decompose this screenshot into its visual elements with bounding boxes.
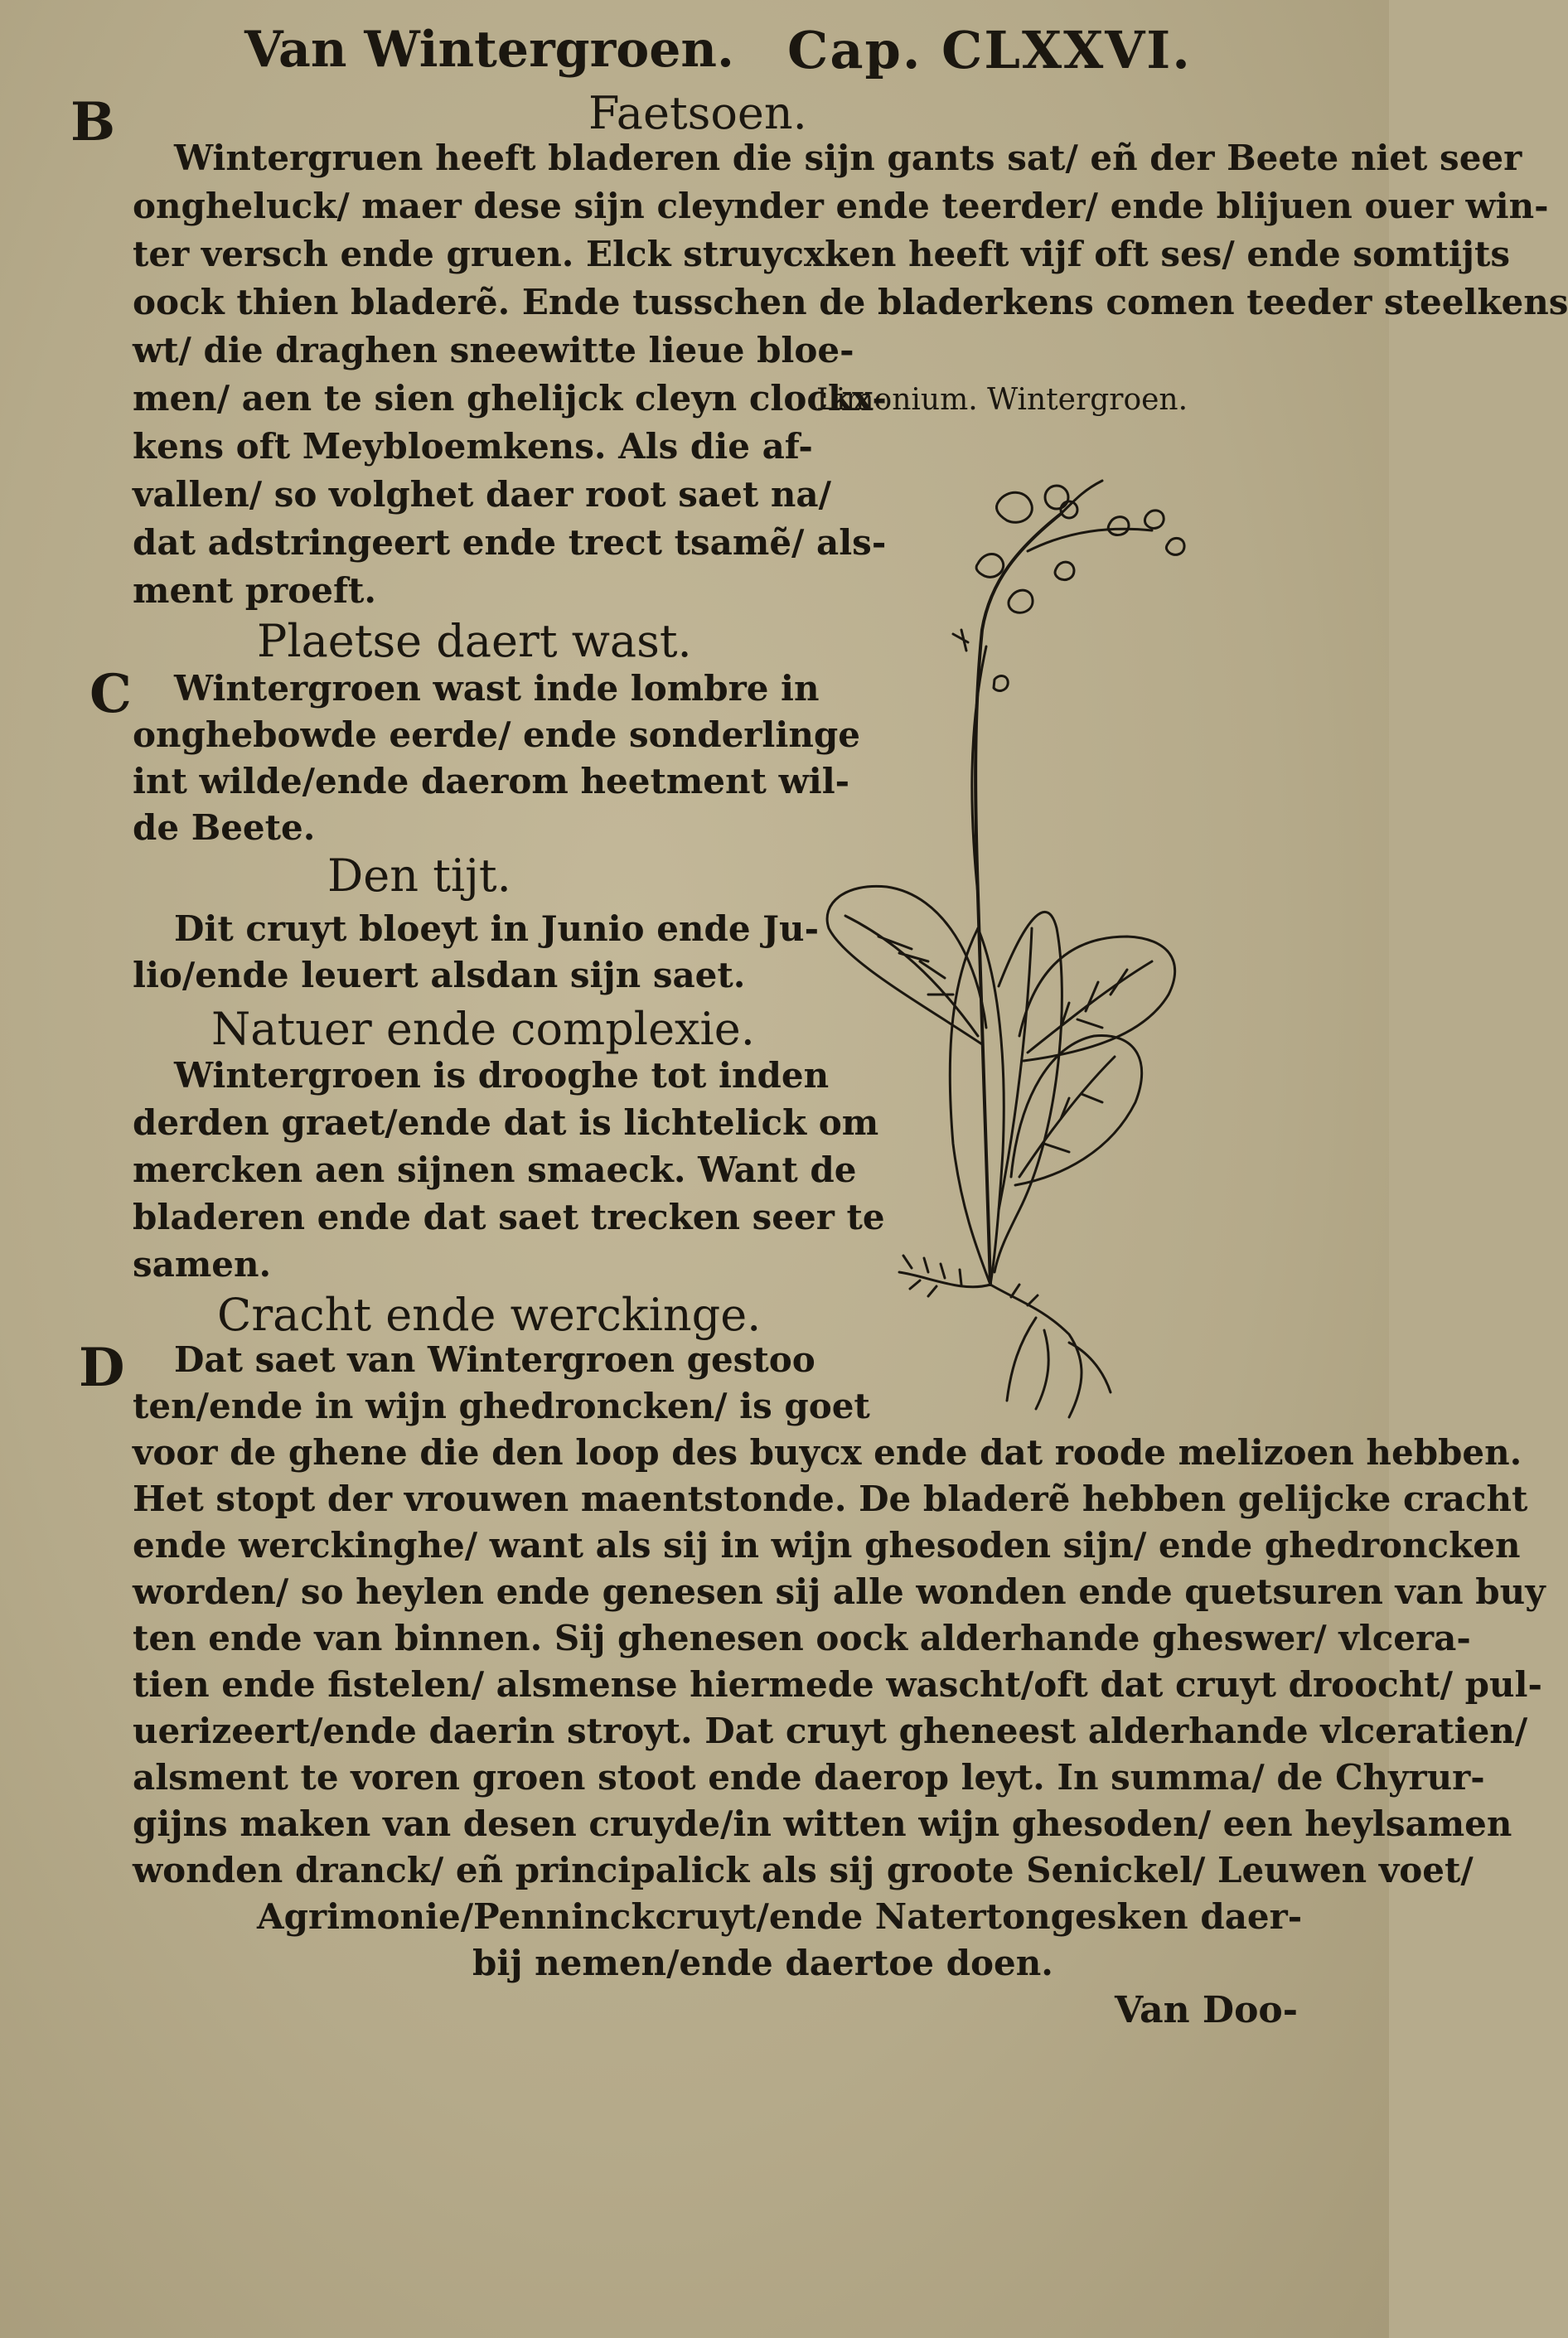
text-line: kens oft Meybloemkens. Als die af- bbox=[133, 426, 813, 467]
text-line: lio/ende leuert alsdan sijn saet. bbox=[133, 955, 746, 995]
section-heading-natuer: Natuer ende complexie. bbox=[211, 1003, 755, 1055]
text-line: ment proeft. bbox=[133, 570, 377, 611]
catchword: Van Doo- bbox=[1115, 1989, 1299, 2031]
text-line: samen. bbox=[133, 1244, 272, 1285]
text-line: ende werckinghe/ want als sij in wijn ghesoden sijn/ ende ghedroncken bbox=[133, 1525, 1521, 1566]
text-line: men/ aen te sien ghelijck cleyn clockx- bbox=[133, 378, 887, 419]
text-line: int wilde/ende daerom heetment wil- bbox=[133, 761, 850, 801]
text-line: mercken aen sijnen smaeck. Want de bbox=[133, 1150, 857, 1190]
text-line: ten ende van binnen. Sij ghenesen oock alderhande gheswer/ vlcera- bbox=[133, 1618, 1471, 1658]
section-heading-cracht: Cracht ende werckinge. bbox=[217, 1289, 762, 1341]
text-line: de Beete. bbox=[133, 807, 316, 848]
text-line: alsment te voren groen stoot ende daerop leyt. In summa/ de Chyrur- bbox=[133, 1757, 1485, 1798]
text-line: tien ende fistelen/ alsmense hiermede wascht/oft dat cruyt droocht/ pul- bbox=[133, 1664, 1542, 1705]
section-heading-plaetse: Plaetse daert wast. bbox=[257, 615, 692, 667]
text-line: dat adstringeert ende trect tsamẽ/ als- bbox=[133, 522, 887, 563]
text-line: ongheluck/ maer dese sijn cleynder ende teerder/ ende blijuen ouer win- bbox=[133, 186, 1549, 226]
text-line: wonden dranck/ eñ principalick als sij groote Senickel/ Leuwen voet/ bbox=[133, 1850, 1474, 1890]
text-line: Dit cruyt bloeyt in Junio ende Ju- bbox=[174, 908, 820, 949]
section-heading-den-tijt: Den tijt. bbox=[327, 850, 511, 902]
text-line: gijns maken van desen cruyde/in witten wijn ghesoden/ een heylsamen bbox=[133, 1803, 1512, 1844]
text-line: uerizeert/ende daerin stroyt. Dat cruyt gheneest alderhande vlceratien/ bbox=[133, 1711, 1528, 1751]
running-title: Van Wintergroen. bbox=[244, 21, 734, 79]
figure-caption: Limonium. Wintergroen. bbox=[816, 383, 1188, 417]
margin-letter-b: B bbox=[70, 91, 116, 153]
text-line: wt/ die draghen sneewitte lieue bloe- bbox=[133, 330, 854, 370]
text-line: ter versch ende gruen. Elck struycxken heeft vijf oft ses/ ende somtijts bbox=[133, 234, 1511, 274]
text-line: bij nemen/ende daertoe doen. bbox=[472, 1943, 1053, 1983]
text-line: Agrimonie/Penninckcruyt/ende Natertongesken daer- bbox=[257, 1896, 1303, 1937]
text-line: onghebowde eerde/ ende sonderlinge bbox=[133, 714, 860, 755]
text-line: Dat saet van Wintergroen gestoo bbox=[174, 1339, 815, 1380]
text-line: worden/ so heylen ende genesen sij alle wonden ende quetsuren van buy bbox=[133, 1571, 1546, 1612]
text-line: voor de ghene die den loop des buycx ende dat roode melizoen hebben. bbox=[133, 1432, 1522, 1473]
margin-letter-c: C bbox=[90, 663, 132, 725]
text-line: ten/ende in wijn ghedroncken/ is goet bbox=[133, 1386, 870, 1426]
text-line: bladeren ende dat saet trecken seer te bbox=[133, 1197, 885, 1237]
text-line: Het stopt der vrouwen maentstonde. De bladerẽ hebben gelijcke cracht bbox=[133, 1479, 1528, 1519]
section-heading-faetsoen: Faetsoen. bbox=[588, 87, 807, 139]
text-line: Wintergruen heeft bladeren die sijn gants sat/ eñ der Beete niet seer bbox=[174, 138, 1522, 178]
text-line: oock thien bladerẽ. Ende tusschen de bladerkens comen teeder steelkens bbox=[133, 282, 1568, 322]
text-line: derden graet/ende dat is lichtelick om bbox=[133, 1102, 879, 1143]
text-line: Wintergroen wast inde lombre in bbox=[174, 668, 820, 709]
margin-letter-d: D bbox=[79, 1337, 125, 1399]
chapter-number: Cap. CLXXVI. bbox=[787, 20, 1192, 80]
text-line: vallen/ so volghet daer root saet na/ bbox=[133, 474, 831, 515]
wintergreen-woodcut-illustration bbox=[820, 464, 1301, 1434]
text-line: Wintergroen is drooghe tot inden bbox=[174, 1055, 830, 1096]
